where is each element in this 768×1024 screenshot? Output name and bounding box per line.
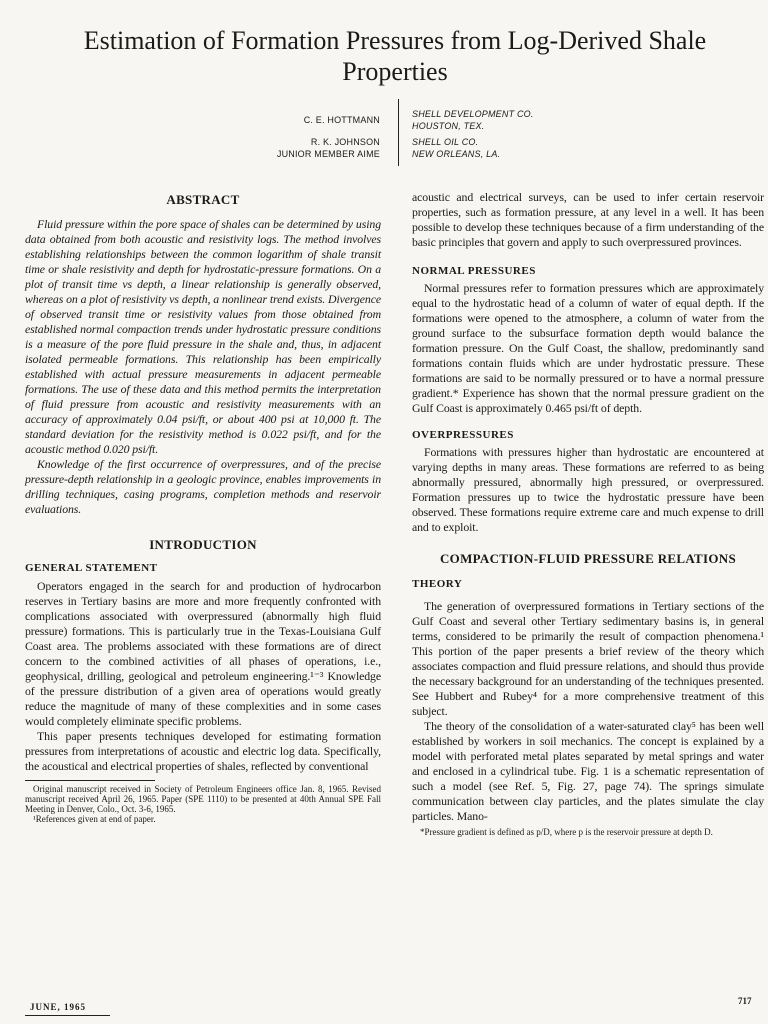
overpressures-heading: OVERPRESSURES <box>412 429 514 441</box>
references-footnote: ¹References given at end of paper. <box>33 814 156 824</box>
affiliation-city: NEW ORLEANS, LA. <box>412 149 501 159</box>
body-paragraph: Formations with pressures higher than hydrostatic are encountered at varying depths in many areas. These formations are referred to as being abnormally pressured, abnormally high pressured, or overpressured. Formation pressures up to twice the hydrostatic pressure have been observed. These formations require extreme care and much expense to drill and to exploit. <box>412 445 764 534</box>
body-paragraph: acoustic and electrical surveys, can be used to infer certain reservoir properties, such as formation pressure, at any level in a well. It has been possible to develop these techniques because of a firm understanding of the basic principles that govern and apply to such overpressured provinces. <box>412 190 764 249</box>
abstract-paragraph: Fluid pressure within the pore space of shales can be determined by using data obtained from both acoustic and resistivity logs. The method involves establishing relationships between the common logarithm of shale transit time or shale resistivity and depth for hydrostatic-pressure formations. On a plot of transit time vs depth, a linear relationship is generally observed, whereas on a plot of resistivity vs depth, a nonlinear trend exists. Divergence of observed transit time or resistivity values from those obtained from established normal compaction trends under hydrostatic pressure conditions is a measure of the pore fluid pressure in the shale and, thus, in adjacent isolated permeable formations. This relationship has been empirically established with actual pressure measurements in adjacent permeable formations. The use of these data and this method permits the interpretation of fluid pressure from acoustic and resistivity measurements with an accuracy of approximately 0.04 psi/ft, or about 400 psi at 10,000 ft. The standard deviation for the resistivity method is 0.022 psi/ft, and for the acoustic method 0.020 psi/ft. <box>25 217 381 456</box>
author-name: R. K. JOHNSON <box>310 137 380 147</box>
introduction-heading: INTRODUCTION <box>149 537 257 552</box>
paper-title: Estimation of Formation Pressures from Log-Derived Shale Properties <box>83 26 707 87</box>
manuscript-footnote: Original manuscript received in Society of Petroleum Engineers office Jan. 8, 1965. Revised manuscript received April 26, 1965. Paper (SPE 1110) to be presented at 40th Annual SPE Fall Meeting in Denver, Colo., Oct. 3-6, 1965. <box>25 784 381 814</box>
left-column <box>25 192 381 824</box>
page-number: 717 <box>738 996 752 1006</box>
affiliation-block <box>412 108 612 160</box>
abstract-heading: ABSTRACT <box>166 192 240 207</box>
pressure-gradient-footnote: *Pressure gradient is defined as p/D, where p is the reservoir pressure at depth D. <box>420 827 713 837</box>
compaction-heading: COMPACTION-FLUID PRESSURE RELATIONS <box>439 551 737 566</box>
body-paragraph: The generation of overpressured formations in Tertiary sections of the Gulf Coast and several other Tertiary sedimentary basins is, in general terms, considered to be primarily the result of compaction phenomena.¹ This portion of the paper presents a brief review of the theory which associates compaction and fluid pressure relations, and should thus provide the necessary background for an understanding of the techniques presented. See Hubbert and Rubey⁴ for a more comprehensive treatment of this subject. <box>412 599 764 718</box>
general-statement-heading: GENERAL STATEMENT <box>25 562 158 574</box>
author-name: C. E. HOTTMANN <box>303 115 380 125</box>
author-block <box>255 114 380 160</box>
normal-pressures-heading: NORMAL PRESSURES <box>412 265 536 277</box>
body-paragraph: The theory of the consolidation of a water-saturated clay⁵ has been well established by workers in soil mechanics. The concept is explained by a model with perforated metal plates separated by metal springs and water and enclosed in a cylindrical tube. Fig. 1 is a schematic representation of such a model (see Ref. 5, Fig. 27, page 74). The springs simulate communication between clay particles, and the plates simulate the clay particles. Mano- <box>412 719 764 823</box>
abstract-paragraph: Knowledge of the first occurrence of overpressures, and of the precise pressure-depth relationship in a geologic province, enables improvements in drilling techniques, casing programs, completion methods and reservoir evaluations. <box>25 457 381 516</box>
theory-heading: THEORY <box>412 578 463 590</box>
affiliation-city: HOUSTON, TEX. <box>412 121 485 131</box>
body-paragraph: Normal pressures refer to formation pressures which are approximately equal to the hydrostatic head of a column of water of equal depth. If the formations were opened to the atmosphere, a column of water from the ground surface to the subsurface formation depth would balance the formation pressure. On the Gulf Coast, the shallow, predominantly sand formations contain fluids which are under hydrostatic pressure. These formations are said to be normally pressured or to have a normal pressure gradient.* Experience has shown that the normal pressure gradient on the Gulf Coast is approximately 0.465 psi/ft of depth. <box>412 281 764 415</box>
author-membership: JUNIOR MEMBER AIME <box>276 149 380 159</box>
body-paragraph: Operators engaged in the search for and production of hydrocarbon reserves in Tertiary basins are more and more frequently confronted with complications associated with overpressured (abnormally high fluid pressure) formations. This is particularly true in the Texas-Louisiana Gulf Coast area. The problems associated with these formations are of direct concern to the combined activities of all phases of operations, i.e., geophysical, drilling, geological and petroleum engineering.¹⁻³ Knowledge of the pressure distribution of a given area of operations would greatly reduce the magnitude of many of these complexities and in some cases would completely eliminate specific problems. <box>25 579 381 728</box>
right-column <box>412 190 764 837</box>
author-divider <box>398 99 399 166</box>
journal-rule <box>25 1015 110 1016</box>
body-paragraph: This paper presents techniques developed for estimating formation pressures from interpretations of acoustic and electric log data. Specifically, the acoustical and electrical properties of shales, reflected by conventional <box>25 729 381 773</box>
journal-date: JUNE, 1965 <box>30 1002 87 1012</box>
affiliation-company: SHELL DEVELOPMENT CO. <box>412 109 534 119</box>
affiliation-company: SHELL OIL CO. <box>412 137 479 147</box>
